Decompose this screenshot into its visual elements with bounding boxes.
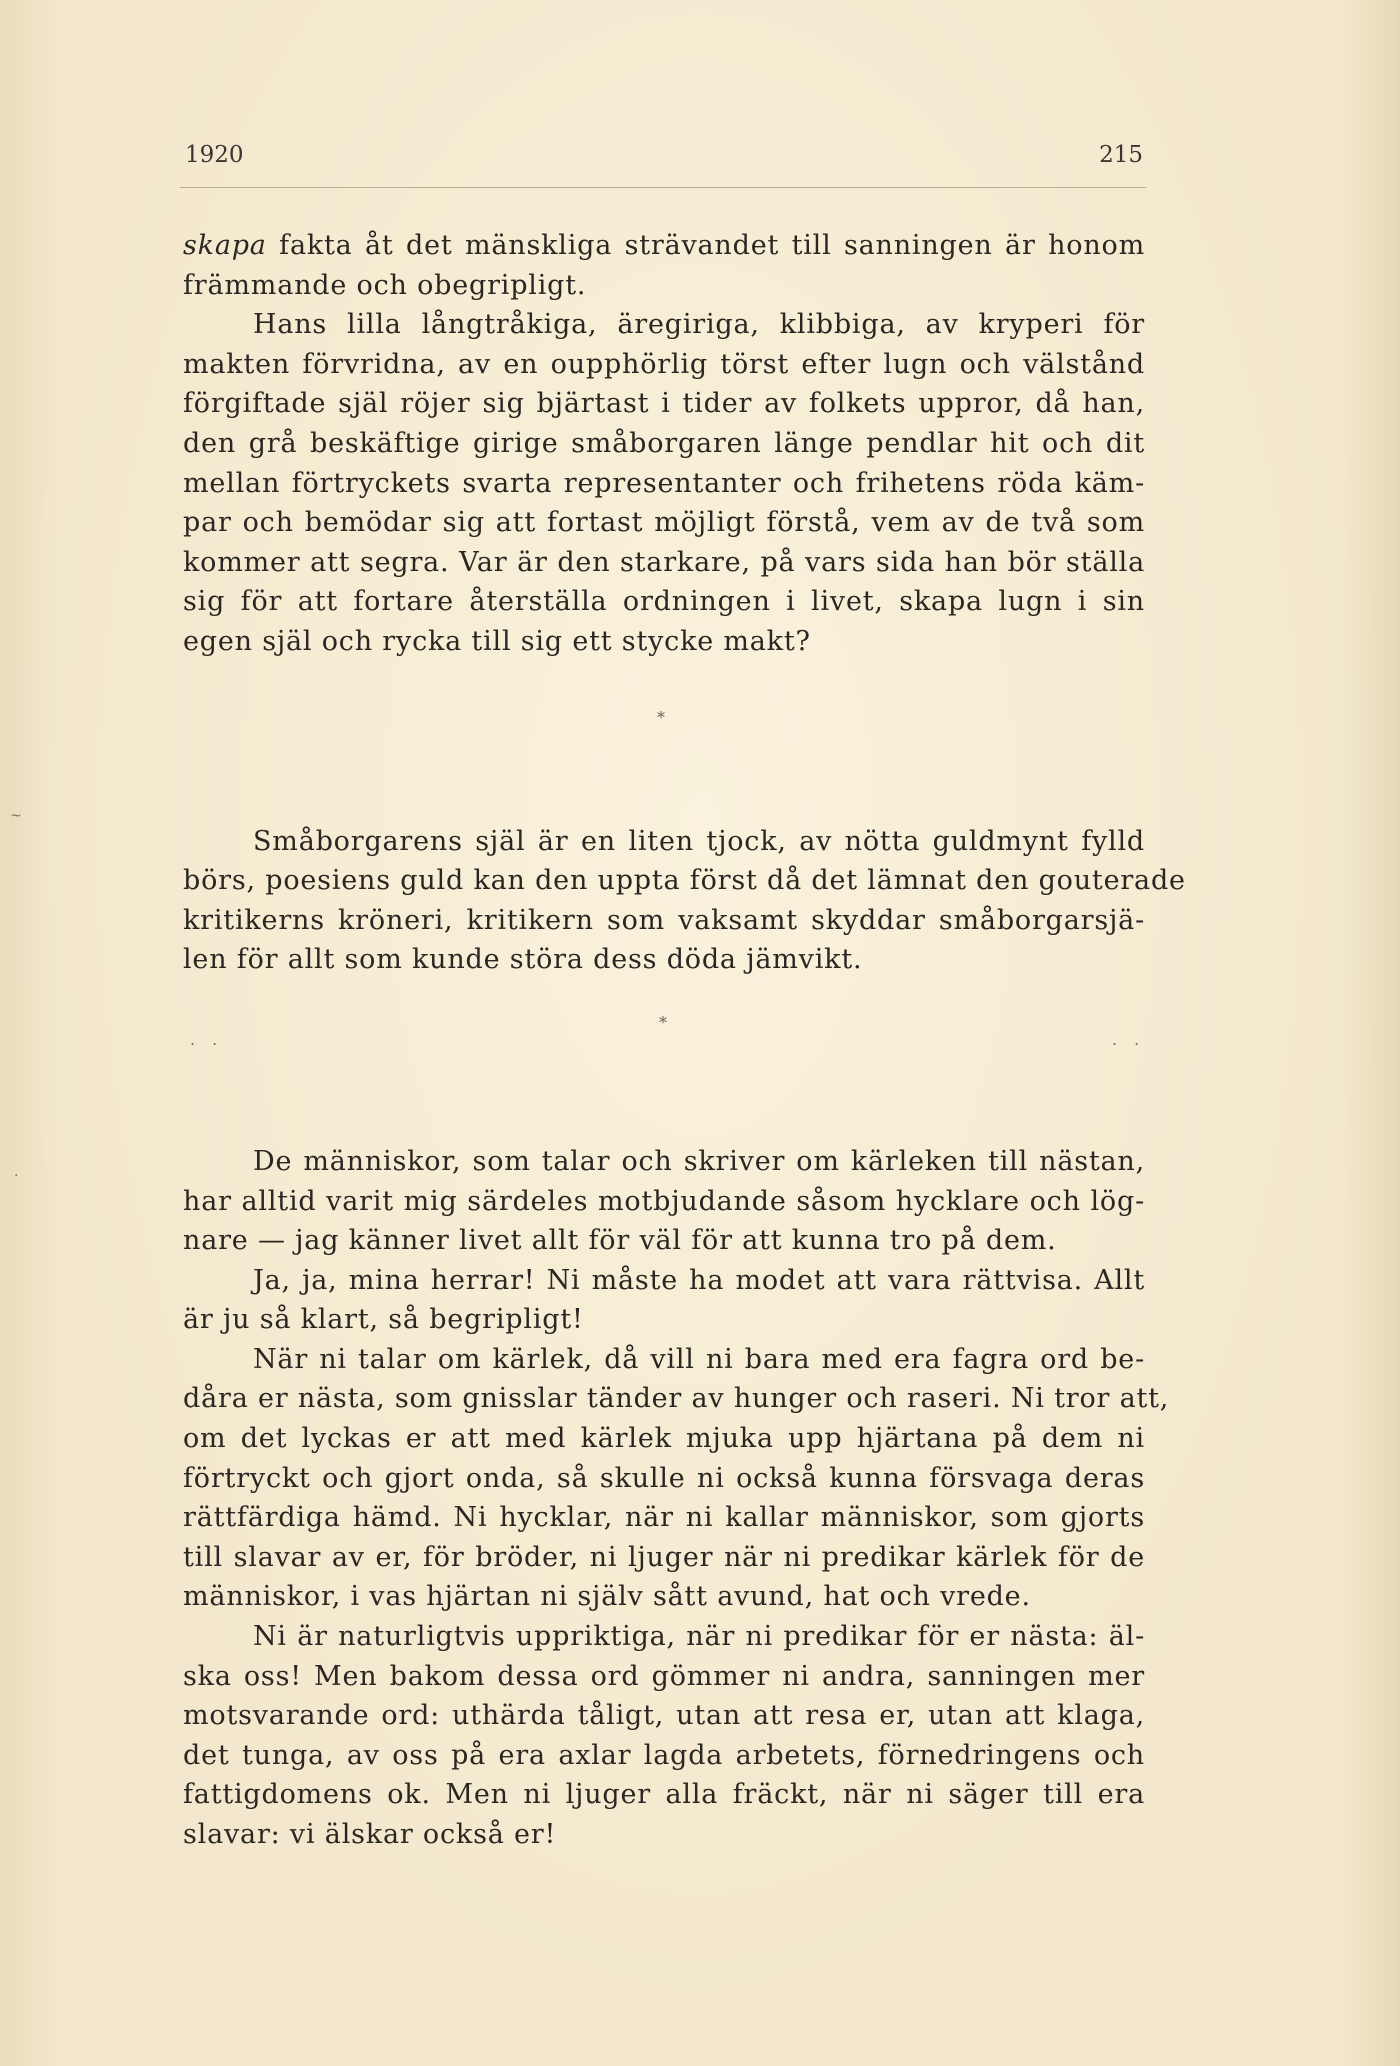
text-line: det tunga, av oss på era axlar lagda arbetets, förnedringens och	[183, 1739, 1145, 1771]
section-break	[183, 662, 1145, 822]
line-text: fakta åt det mänskliga strävandet till sanningen är honom	[279, 230, 1145, 261]
text-line: Ja, ja, mina herrar! Ni måste ha modet att vara rättvisa. Allt	[253, 1264, 1145, 1296]
text-line: om det lyckas er att med kärlek mjuka upp hjärtana på dem ni	[183, 1423, 1145, 1455]
text-line: rättfärdiga hämd. Ni hycklar, när ni kallar människor, som gjorts	[183, 1502, 1145, 1534]
text-line: främmande och obegripligt.	[183, 269, 587, 301]
text-line: är ju så klart, så begripligt!	[183, 1304, 584, 1336]
section-2	[183, 822, 1186, 980]
section-star-1: *	[657, 708, 665, 727]
text-line: De människor, som talar och skriver om kärleken till nästan,	[253, 1145, 1145, 1177]
section-3	[183, 1142, 1170, 1855]
text-line: När ni talar om kärlek, då vill ni bara med era fagra ord be-	[253, 1343, 1145, 1375]
text-line: nare — jag känner livet allt för väl för att kunna tro på dem.	[183, 1225, 1057, 1257]
header-year: 1920	[185, 142, 244, 168]
text-line: dåra er nästa, som gnisslar tänder av hunger och raseri. Ni tror att,	[183, 1383, 1170, 1415]
header-rule	[180, 187, 1146, 188]
text-line: Ni är naturligtvis uppriktiga, när ni predikar för er nästa: äl-	[253, 1621, 1145, 1653]
text-line: har alltid varit mig särdeles motbjudande såsom hycklare och lög-	[183, 1185, 1145, 1217]
text-line: sig för att fortare återställa ordningen i livet, skapa lugn i sin	[183, 586, 1145, 618]
text-line: Hans lilla långtråkiga, äregiriga, klibbiga, av kryperi för	[253, 309, 1145, 341]
text-line: människor, i vas hjärtan ni själv sått avund, hat och vrede.	[183, 1581, 1031, 1613]
text-line: ska oss! Men bakom dessa ord gömmer ni andra, sanningen mer	[183, 1660, 1145, 1692]
text-line: motsvarande ord: uthärda tåligt, utan att resa er, utan att klaga,	[183, 1700, 1145, 1732]
section-star-2: *	[659, 1013, 667, 1032]
text-line: egen själ och rycka till sig ett stycke makt?	[183, 625, 811, 657]
section-1	[183, 226, 1145, 662]
margin-mark: ~	[10, 808, 22, 824]
text-line: den grå beskäftige girige småborgaren länge pendlar hit och dit	[183, 427, 1145, 459]
text-line: förtryckt och gjort onda, så skulle ni också kunna försvaga deras	[183, 1462, 1145, 1494]
text-line: Småborgarens själ är en liten tjock, av nötta guldmynt fylld	[253, 825, 1145, 857]
text-line: slavar: vi älskar också er!	[183, 1819, 557, 1850]
text-line: kommer att segra. Var är den starkare, på vars sida han bör ställa	[183, 546, 1145, 578]
section-break	[183, 980, 1145, 1142]
text-line: förgiftade själ röjer sig bjärtast i tider av folkets uppror, då han,	[183, 388, 1145, 420]
text-line: mellan förtryckets svarta representanter och frihetens röda käm-	[183, 467, 1145, 499]
running-header	[183, 138, 1143, 178]
margin-mark: ·	[14, 1168, 19, 1184]
text-line: len för allt som kunde störa dess döda jämvikt.	[183, 944, 863, 976]
text-line: makten förvridna, av en oupphörlig törst efter lugn och välstånd	[183, 348, 1145, 380]
italic-word: skapa	[183, 230, 267, 261]
text-line: börs, poesiens guld kan den uppta först då det lämnat den gouterade	[183, 865, 1186, 897]
page-number: 215	[1099, 142, 1143, 168]
dots-left: . .	[190, 1030, 224, 1049]
text-line: fattigdomens ok. Men ni ljuger alla fräckt, när ni säger till era	[183, 1779, 1145, 1811]
dots-right: . .	[1112, 1030, 1146, 1049]
text-line: kritikerns kröneri, kritikern som vaksamt skyddar småborgarsjä-	[183, 904, 1145, 936]
text-line	[183, 226, 1145, 266]
text-line: till slavar av er, för bröder, ni ljuger när ni predikar kärlek för de	[183, 1541, 1145, 1573]
text-body	[183, 226, 1186, 1855]
text-line: par och bemödar sig att fortast möjligt förstå, vem av de två som	[183, 507, 1145, 539]
